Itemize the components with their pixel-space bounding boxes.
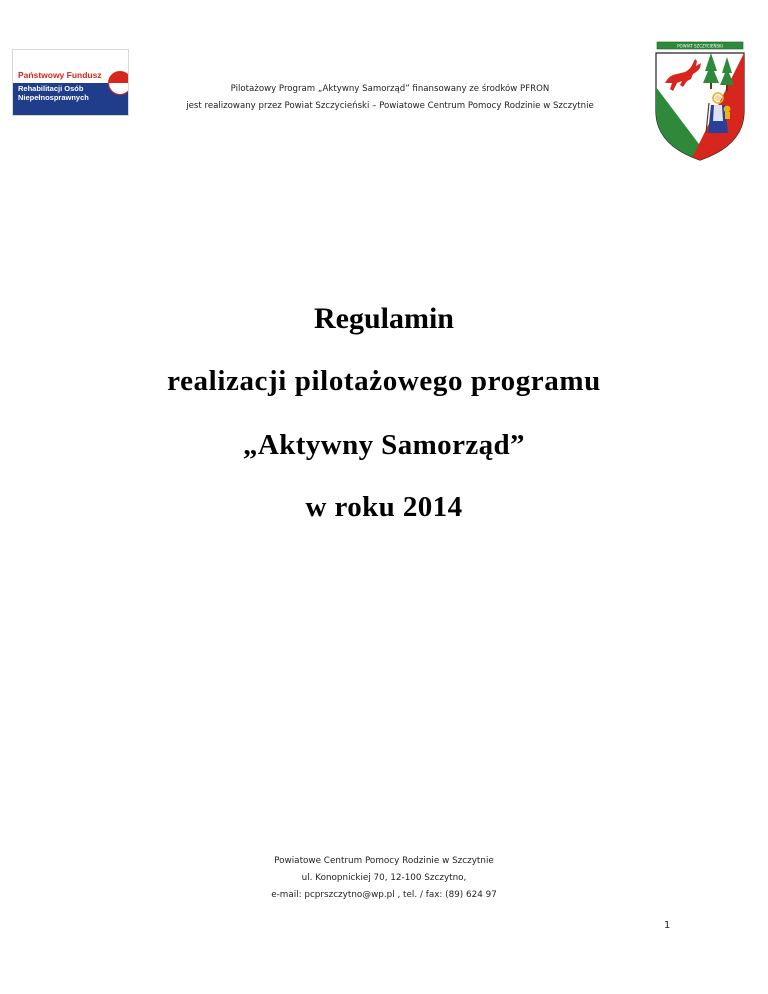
- pfron-logo: [12, 49, 129, 116]
- pfron-logo-line-2: Niepełnosprawnych: [18, 93, 89, 102]
- footer-institution: Powiatowe Centrum Pomocy Rodzinie w Szczytnie: [274, 856, 494, 866]
- pfron-circle-icon: [108, 71, 129, 95]
- footer-address: ul. Konopnickiej 70, 12-100 Szczytno,: [301, 873, 467, 883]
- header-line-1: Pilotażowy Program „Aktywny Samorząd” finansowany ze środków PFRON: [230, 84, 550, 94]
- pfron-logo-line-1: Rehabilitacji Osób: [18, 84, 84, 93]
- coat-of-arms-icon: [651, 41, 749, 162]
- coat-banner-text: POWIAT SZCZYCIEŃSKI: [677, 43, 723, 49]
- header-line-2: jest realizowany przez Powiat Szczycieński – Powiatowe Centrum Pomocy Rodzinie w Szczytnie: [186, 101, 594, 111]
- page-number: 1: [664, 920, 671, 931]
- document-subtitle-1: realizacji pilotażowego programu: [167, 365, 601, 397]
- pfron-logo-title: Państwowy Fundusz: [18, 70, 102, 80]
- document-title: Regulamin: [313, 302, 454, 335]
- document-subtitle-2: „Aktywny Samorząd”: [243, 429, 525, 461]
- document-subtitle-3: w roku 2014: [305, 491, 463, 523]
- footer-contact: e-mail: pcprszczytno@wp.pl , tel. / fax: (89) 624 97: [271, 890, 497, 900]
